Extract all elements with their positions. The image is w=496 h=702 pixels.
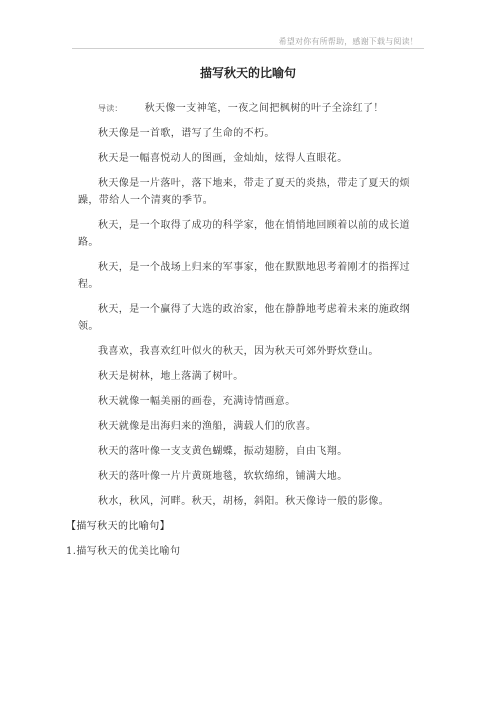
paragraph: 秋天是一幅喜悦动人的图画，金灿灿，炫得人直眼花。 — [98, 153, 348, 164]
paragraph: 秋天是树林，地上落满了树叶。 — [98, 371, 244, 382]
paragraph: 秋天像是一首歌，谱写了生命的不朽。 — [98, 128, 275, 139]
header-note: 希望对你有所帮助，感谢下载与阅读！ — [278, 37, 418, 46]
intro-paragraph — [78, 100, 420, 117]
paragraph: 秋水，秋风，河畔。秋天，胡杨，斜阳。秋天像诗一般的影像。 — [98, 496, 390, 507]
section-heading: 【描写秋天的比喻句】 — [66, 521, 170, 532]
paragraph: 秋天的落叶像一片片黄斑地毯，软软绵绵，铺满大地。 — [98, 471, 348, 482]
paragraph: 秋天，是一个取得了成功的科学家，他在悄悄地回顾着以前的成长道路。 — [78, 220, 410, 248]
header-divider — [72, 48, 424, 49]
page-title: 描写秋天的比喻句 — [199, 66, 296, 80]
paragraph: 秋天，是一个战场上归来的军事家，他在默默地思考着刚才的指挥过程。 — [78, 262, 410, 290]
paragraph: 秋天的落叶像一支支黄色蝴蝶，振动翅膀，自由飞翔。 — [98, 446, 348, 457]
subsection-heading: 1.描写秋天的优美比喻句 — [66, 546, 181, 557]
paragraph: 我喜欢，我喜欢红叶似火的秋天，因为秋天可郊外野炊登山。 — [98, 346, 379, 357]
document-body — [66, 100, 420, 568]
paragraph: 秋天像是一片落叶，落下地来，带走了夏天的炎热，带走了夏天的烦躁，带给人一个清爽的季节。 — [78, 178, 410, 206]
intro-label: 导读： — [98, 104, 123, 113]
paragraph: 秋天，是一个赢得了大选的政治家，他在静静地考虑着未来的施政纲领。 — [78, 304, 410, 332]
intro-text: 秋天像一支神笔，一夜之间把枫树的叶子全涂红了！ — [144, 103, 384, 114]
paragraph: 秋天就像是出海归来的渔船，满载人们的欣喜。 — [98, 421, 317, 432]
paragraph: 秋天就像一幅美丽的画卷，充满诗情画意。 — [98, 396, 296, 407]
